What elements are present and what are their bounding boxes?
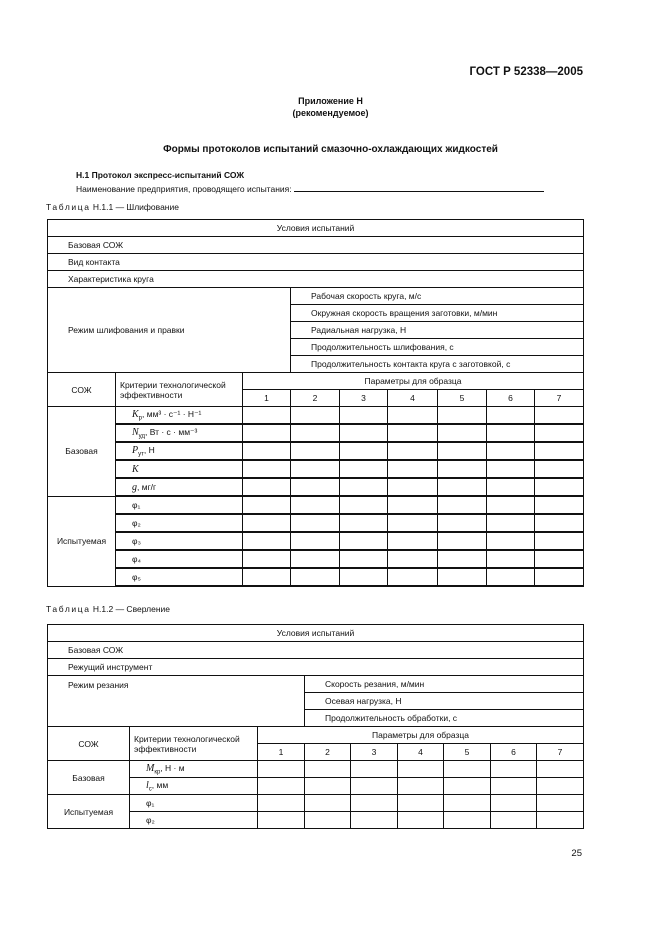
value-cell[interactable] [291,496,340,514]
value-cell[interactable] [340,568,388,586]
grinding-mode-cell: Режим шлифования и правки [48,288,291,373]
sample-col-5: 5 [438,390,487,407]
value-cell[interactable] [537,761,584,778]
value-cell[interactable] [340,550,388,568]
value-cell[interactable] [243,550,291,568]
value-cell[interactable] [340,514,388,532]
sample-params-header: Параметры для образца [243,373,584,390]
value-cell[interactable] [388,424,438,442]
value-cell[interactable] [340,460,388,478]
base-fluid-row: Базовая СОЖ [48,237,584,254]
criterion-unit: , мм [151,779,169,790]
value-cell[interactable] [340,407,388,425]
param-grinding-duration: Продолжительность шлифования, с [291,339,584,356]
section-title: Н.1 Протокол экспресс-испытаний СОЖ [76,170,245,180]
criteria-header-2: Критерии технологической эффективности [130,727,258,761]
value-cell[interactable] [291,442,340,460]
value-cell[interactable] [537,795,584,812]
param-radial-load: Радиальная нагрузка, Н [291,322,584,339]
value-cell[interactable] [340,532,388,550]
value-cell[interactable] [438,460,487,478]
value-cell[interactable] [438,568,487,586]
criterion-phi: φ₅ [116,568,243,586]
criterion-symbol: P [132,444,139,456]
criterion-unit: , мг/г [137,481,157,492]
value-cell[interactable] [487,550,535,568]
value-cell[interactable] [438,424,487,442]
sample-col-6: 6 [487,390,535,407]
cutting-tool-row: Режущий инструмент [48,659,584,676]
value-cell[interactable] [388,532,438,550]
value-cell[interactable] [487,568,535,586]
value-cell[interactable] [398,795,444,812]
value-cell[interactable] [305,761,351,778]
value-cell[interactable] [243,478,291,496]
group-base-label: Базовая [48,407,116,497]
sample-col-6: 6 [491,744,537,761]
page-number: 25 [571,848,582,859]
value-cell[interactable] [487,532,535,550]
value-cell[interactable] [351,812,398,829]
value-cell[interactable] [487,407,535,425]
sample-col-3: 3 [351,744,398,761]
value-cell[interactable] [491,778,537,795]
criterion-phi: φ₁ [130,795,258,812]
coolant-header-2: СОЖ [48,727,130,761]
criterion-cell [116,407,243,425]
coolant-header: СОЖ [48,373,116,407]
value-cell[interactable] [243,496,291,514]
value-cell[interactable] [243,460,291,478]
criterion-symbol: M [146,762,155,774]
sample-col-1: 1 [243,390,291,407]
organization-field [76,183,544,194]
value-cell[interactable] [351,795,398,812]
value-cell[interactable] [305,778,351,795]
appendix-heading [0,95,661,119]
contact-type-row: Вид контакта [48,254,584,271]
value-cell[interactable] [258,778,305,795]
criterion-subscript: уд [138,433,145,440]
criteria-header: Критерии технологической эффективности [116,373,243,407]
value-cell[interactable] [388,550,438,568]
value-cell[interactable] [537,812,584,829]
value-cell[interactable] [388,496,438,514]
criterion-symbol: N [132,426,139,438]
param-workpiece-speed: Окружная скорость вращения заготовки, м/мин [291,305,584,322]
criterion-cell [130,778,258,795]
table-drilling [47,624,584,829]
organization-blank[interactable] [294,183,544,192]
value-cell[interactable] [258,761,305,778]
group-test-label: Испытуемая [48,795,130,829]
value-cell[interactable] [291,407,340,425]
value-cell[interactable] [243,568,291,586]
criterion-unit: , Н · м [160,762,185,773]
value-cell[interactable] [535,496,584,514]
criterion-phi: φ₁ [116,496,243,514]
conditions-header-2: Условия испытаний [48,625,584,642]
param-processing-duration: Продолжительность обработки, с [305,710,584,727]
cutting-mode-cell: Режим резания [48,676,305,727]
value-cell[interactable] [535,532,584,550]
sample-col-4: 4 [388,390,438,407]
criterion-symbol: g [132,481,137,493]
sample-col-1: 1 [258,744,305,761]
value-cell[interactable] [487,460,535,478]
value-cell[interactable] [487,496,535,514]
value-cell[interactable] [491,812,537,829]
value-cell[interactable] [487,442,535,460]
sample-col-4: 4 [398,744,444,761]
value-cell[interactable] [388,407,438,425]
param-axial-load: Осевая нагрузка, Н [305,693,584,710]
value-cell[interactable] [535,568,584,586]
standard-number: ГОСТ Р 52338—2005 [469,66,583,78]
value-cell[interactable] [444,812,491,829]
value-cell[interactable] [258,812,305,829]
wheel-characteristics-row: Характеристика круга [48,271,584,288]
group-test-label: Испытуемая [48,496,116,586]
value-cell[interactable] [243,532,291,550]
criterion-cell [116,424,243,442]
value-cell[interactable] [291,532,340,550]
value-cell[interactable] [537,778,584,795]
value-cell[interactable] [291,478,340,496]
value-cell[interactable] [291,460,340,478]
table-grinding [47,219,584,587]
organization-label: Наименование предприятия, проводящего испытания: [76,184,292,194]
appendix-subtitle: (рекомендуемое) [292,108,369,118]
table1-caption: Таблица Н.1.1 — Шлифование [46,202,179,212]
value-cell[interactable] [535,514,584,532]
param-cutting-speed: Скорость резания, м/мин [305,676,584,693]
criterion-subscript: ут [138,451,144,458]
criterion-cell [116,442,243,460]
value-cell[interactable] [305,812,351,829]
conditions-header: Условия испытаний [48,220,584,237]
value-cell[interactable] [243,424,291,442]
value-cell[interactable] [438,550,487,568]
value-cell[interactable] [491,761,537,778]
table2-caption: Таблица Н.1.2 — Сверление [46,604,171,614]
base-fluid-row-2: Базовая СОЖ [48,642,584,659]
value-cell[interactable] [340,442,388,460]
value-cell[interactable] [438,442,487,460]
sample-col-2: 2 [291,390,340,407]
value-cell[interactable] [388,478,438,496]
criterion-phi: φ₃ [116,532,243,550]
value-cell[interactable] [444,778,491,795]
value-cell[interactable] [388,460,438,478]
value-cell[interactable] [535,442,584,460]
value-cell[interactable] [398,778,444,795]
param-wheel-speed: Рабочая скорость круга, м/с [291,288,584,305]
criterion-subscript: кр [154,769,161,776]
value-cell[interactable] [291,424,340,442]
value-cell[interactable] [243,442,291,460]
criterion-cell [116,478,243,496]
value-cell[interactable] [535,478,584,496]
value-cell[interactable] [438,532,487,550]
sample-col-5: 5 [444,744,491,761]
value-cell[interactable] [444,761,491,778]
criterion-phi: φ₂ [116,514,243,532]
sample-col-7: 7 [537,744,584,761]
value-cell[interactable] [388,514,438,532]
appendix-title: Приложение Н [298,96,363,106]
value-cell[interactable] [398,761,444,778]
page-title: Формы протоколов испытаний смазочно-охлаждающих жидкостей [163,144,498,155]
criterion-cell [116,460,243,478]
value-cell[interactable] [351,778,398,795]
value-cell[interactable] [388,568,438,586]
value-cell[interactable] [487,514,535,532]
value-cell[interactable] [340,424,388,442]
value-cell[interactable] [258,795,305,812]
value-cell[interactable] [438,407,487,425]
criterion-symbol: l [146,779,149,791]
criterion-unit: , Вт · с · мм⁻³ [144,426,198,437]
value-cell[interactable] [487,424,535,442]
value-cell[interactable] [388,442,438,460]
value-cell[interactable] [491,795,537,812]
value-cell[interactable] [340,496,388,514]
criterion-phi: φ₄ [116,550,243,568]
criterion-subscript: p [138,415,143,422]
criterion-cell [130,761,258,778]
value-cell[interactable] [535,407,584,425]
value-cell[interactable] [291,514,340,532]
criterion-symbol: K [132,463,139,475]
value-cell[interactable] [535,460,584,478]
value-cell[interactable] [340,478,388,496]
value-cell[interactable] [291,550,340,568]
value-cell[interactable] [305,795,351,812]
value-cell[interactable] [487,478,535,496]
value-cell[interactable] [535,550,584,568]
criterion-phi: φ₂ [130,812,258,829]
criterion-unit: , мм³ · с⁻¹ · Н⁻¹ [142,408,202,419]
value-cell[interactable] [438,478,487,496]
value-cell[interactable] [535,424,584,442]
value-cell[interactable] [351,761,398,778]
criterion-subscript: c [148,786,152,793]
sample-col-7: 7 [535,390,584,407]
value-cell[interactable] [243,514,291,532]
criterion-unit: , Н [143,444,155,455]
group-base-label: Базовая [48,761,130,795]
param-contact-duration: Продолжительность контакта круга с заготовкой, с [291,356,584,373]
value-cell[interactable] [291,568,340,586]
criterion-symbol: K [132,408,139,420]
sample-col-3: 3 [340,390,388,407]
value-cell[interactable] [438,496,487,514]
sample-params-header-2: Параметры для образца [258,727,584,744]
value-cell[interactable] [438,514,487,532]
sample-col-2: 2 [305,744,351,761]
value-cell[interactable] [243,407,291,425]
value-cell[interactable] [398,812,444,829]
value-cell[interactable] [444,795,491,812]
